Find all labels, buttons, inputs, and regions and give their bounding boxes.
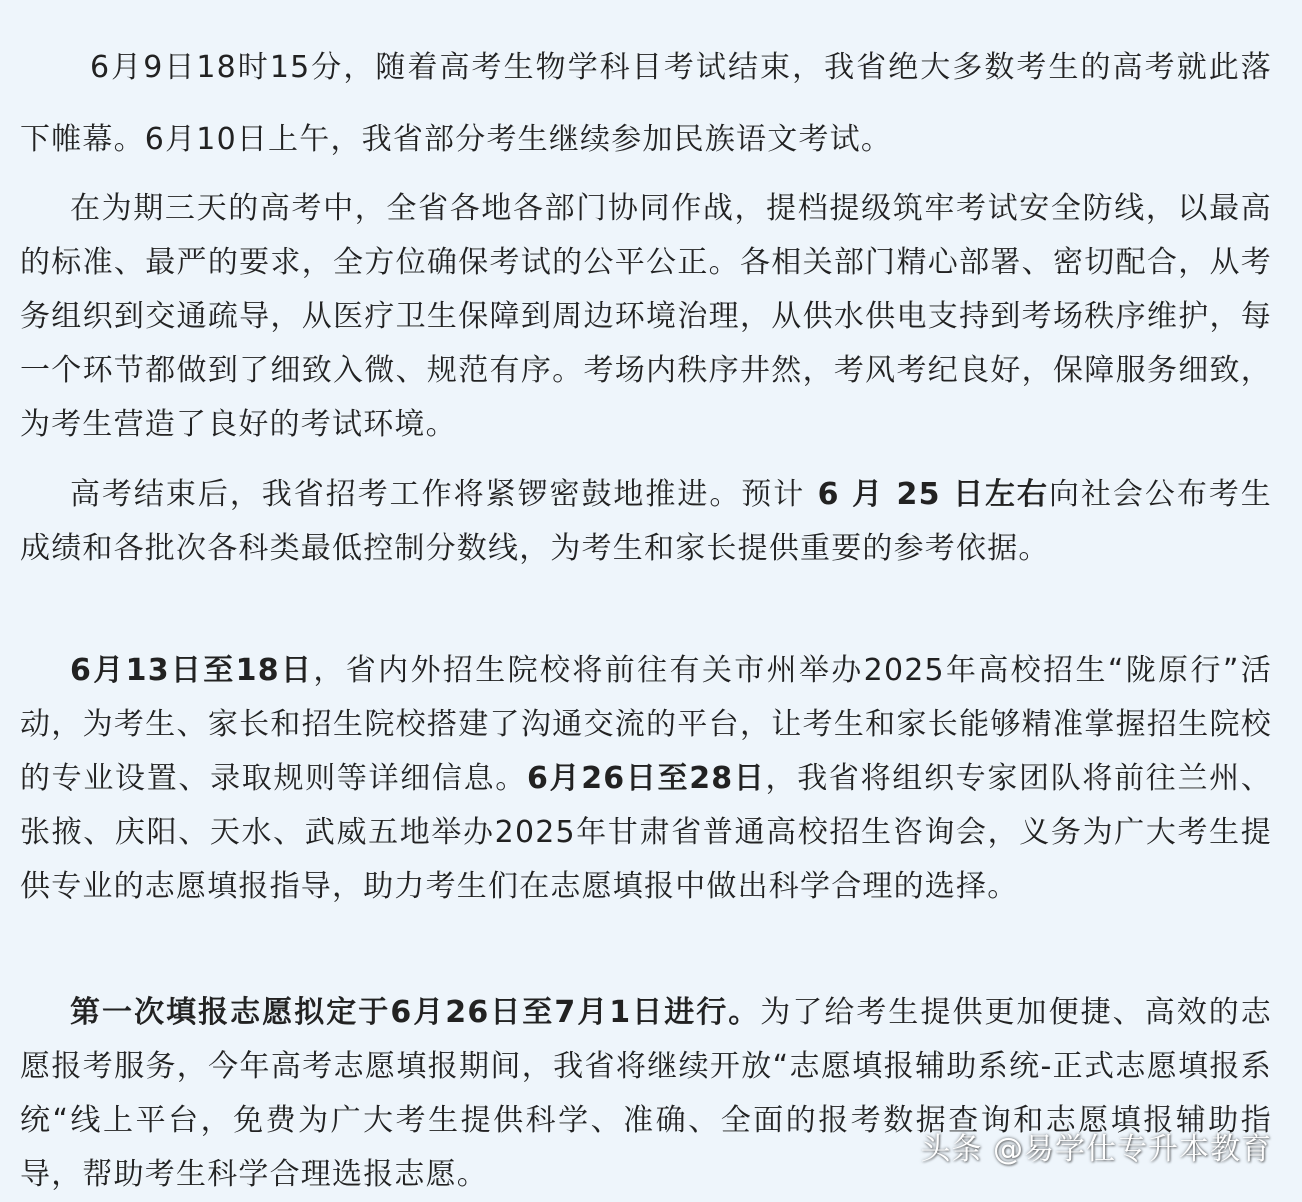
paragraph-text: 为了给考生提供更加便捷、高效的志愿报考服务，今年高考志愿填报期间，我省将继续开放“志愿填报辅助系统-正式志愿填报系统“线上平台，免费为广大考生提供科学、准确、全面的报考数据查询和志愿填报辅助指导，帮助考生科学合理选报志愿。 xyxy=(20,995,1272,1192)
paragraph-exam-end xyxy=(20,32,1272,176)
source-watermark: 头条 @易学仕专升本教育 xyxy=(920,1132,1272,1167)
paragraph-text: 在为期三天的高考中，全省各地各部门协同作战，提档提级筑牢考试安全防线，以最高的标准、最严的要求，全方位确保考试的公平公正。各相关部门精心部署、密切配合，从考务组织到交通疏导，从医疗卫生保障到周边环境治理，从供水供电支持到考场秩序维护，每一个环节都做到了细致入微、规范有序。考场内秩序井然，考风考纪良好，保障服务细致，为考生营造了良好的考试环境。 xyxy=(20,191,1272,442)
paragraph-application-period xyxy=(20,986,1272,1202)
score-date-highlight: 6 月 25 日左右 xyxy=(805,477,1049,512)
application-date-highlight: 第一次填报志愿拟定于6月26日至7月1日进行。 xyxy=(70,995,761,1030)
paragraph-text: ，我省将组织专家团队将前往兰州、张掖、庆阳、天水、武威五地举办2025年甘肃省普通高校招生咨询会，义务为广大考生提供专业的志愿填报指导，助力考生们在志愿填报中做出科学合理的选择。 xyxy=(20,761,1273,904)
paragraph-exam-security xyxy=(20,182,1272,452)
paragraph-text: 6月9日18时15分，随着高考生物学科目考试结束，我省绝大多数考生的高考就此落下帷幕。6月10日上午，我省部分考生继续参加民族语文考试。 xyxy=(20,50,1272,157)
paragraph-text: ，省内外招生院校将前往有关市州举办2025年高校招生“陇原行”活动，为考生、家长和招生院校搭建了沟通交流的平台，让考生和家长能够精准掌握招生院校的专业设置、录取规则等详细信息。 xyxy=(20,653,1272,796)
event-date-highlight: 6月13日至18日 xyxy=(70,653,314,688)
paragraph-score-release xyxy=(20,468,1272,576)
paragraph-admission-events xyxy=(20,644,1272,914)
consultation-date-highlight: 6月26日至28日 xyxy=(526,761,766,796)
paragraph-text: 高考结束后，我省招考工作将紧锣密鼓地推进。预计 xyxy=(70,477,806,512)
paragraph-text: 向社会公布考生成绩和各批次各科类最低控制分数线，为考生和家长提供重要的参考依据。 xyxy=(20,477,1273,566)
